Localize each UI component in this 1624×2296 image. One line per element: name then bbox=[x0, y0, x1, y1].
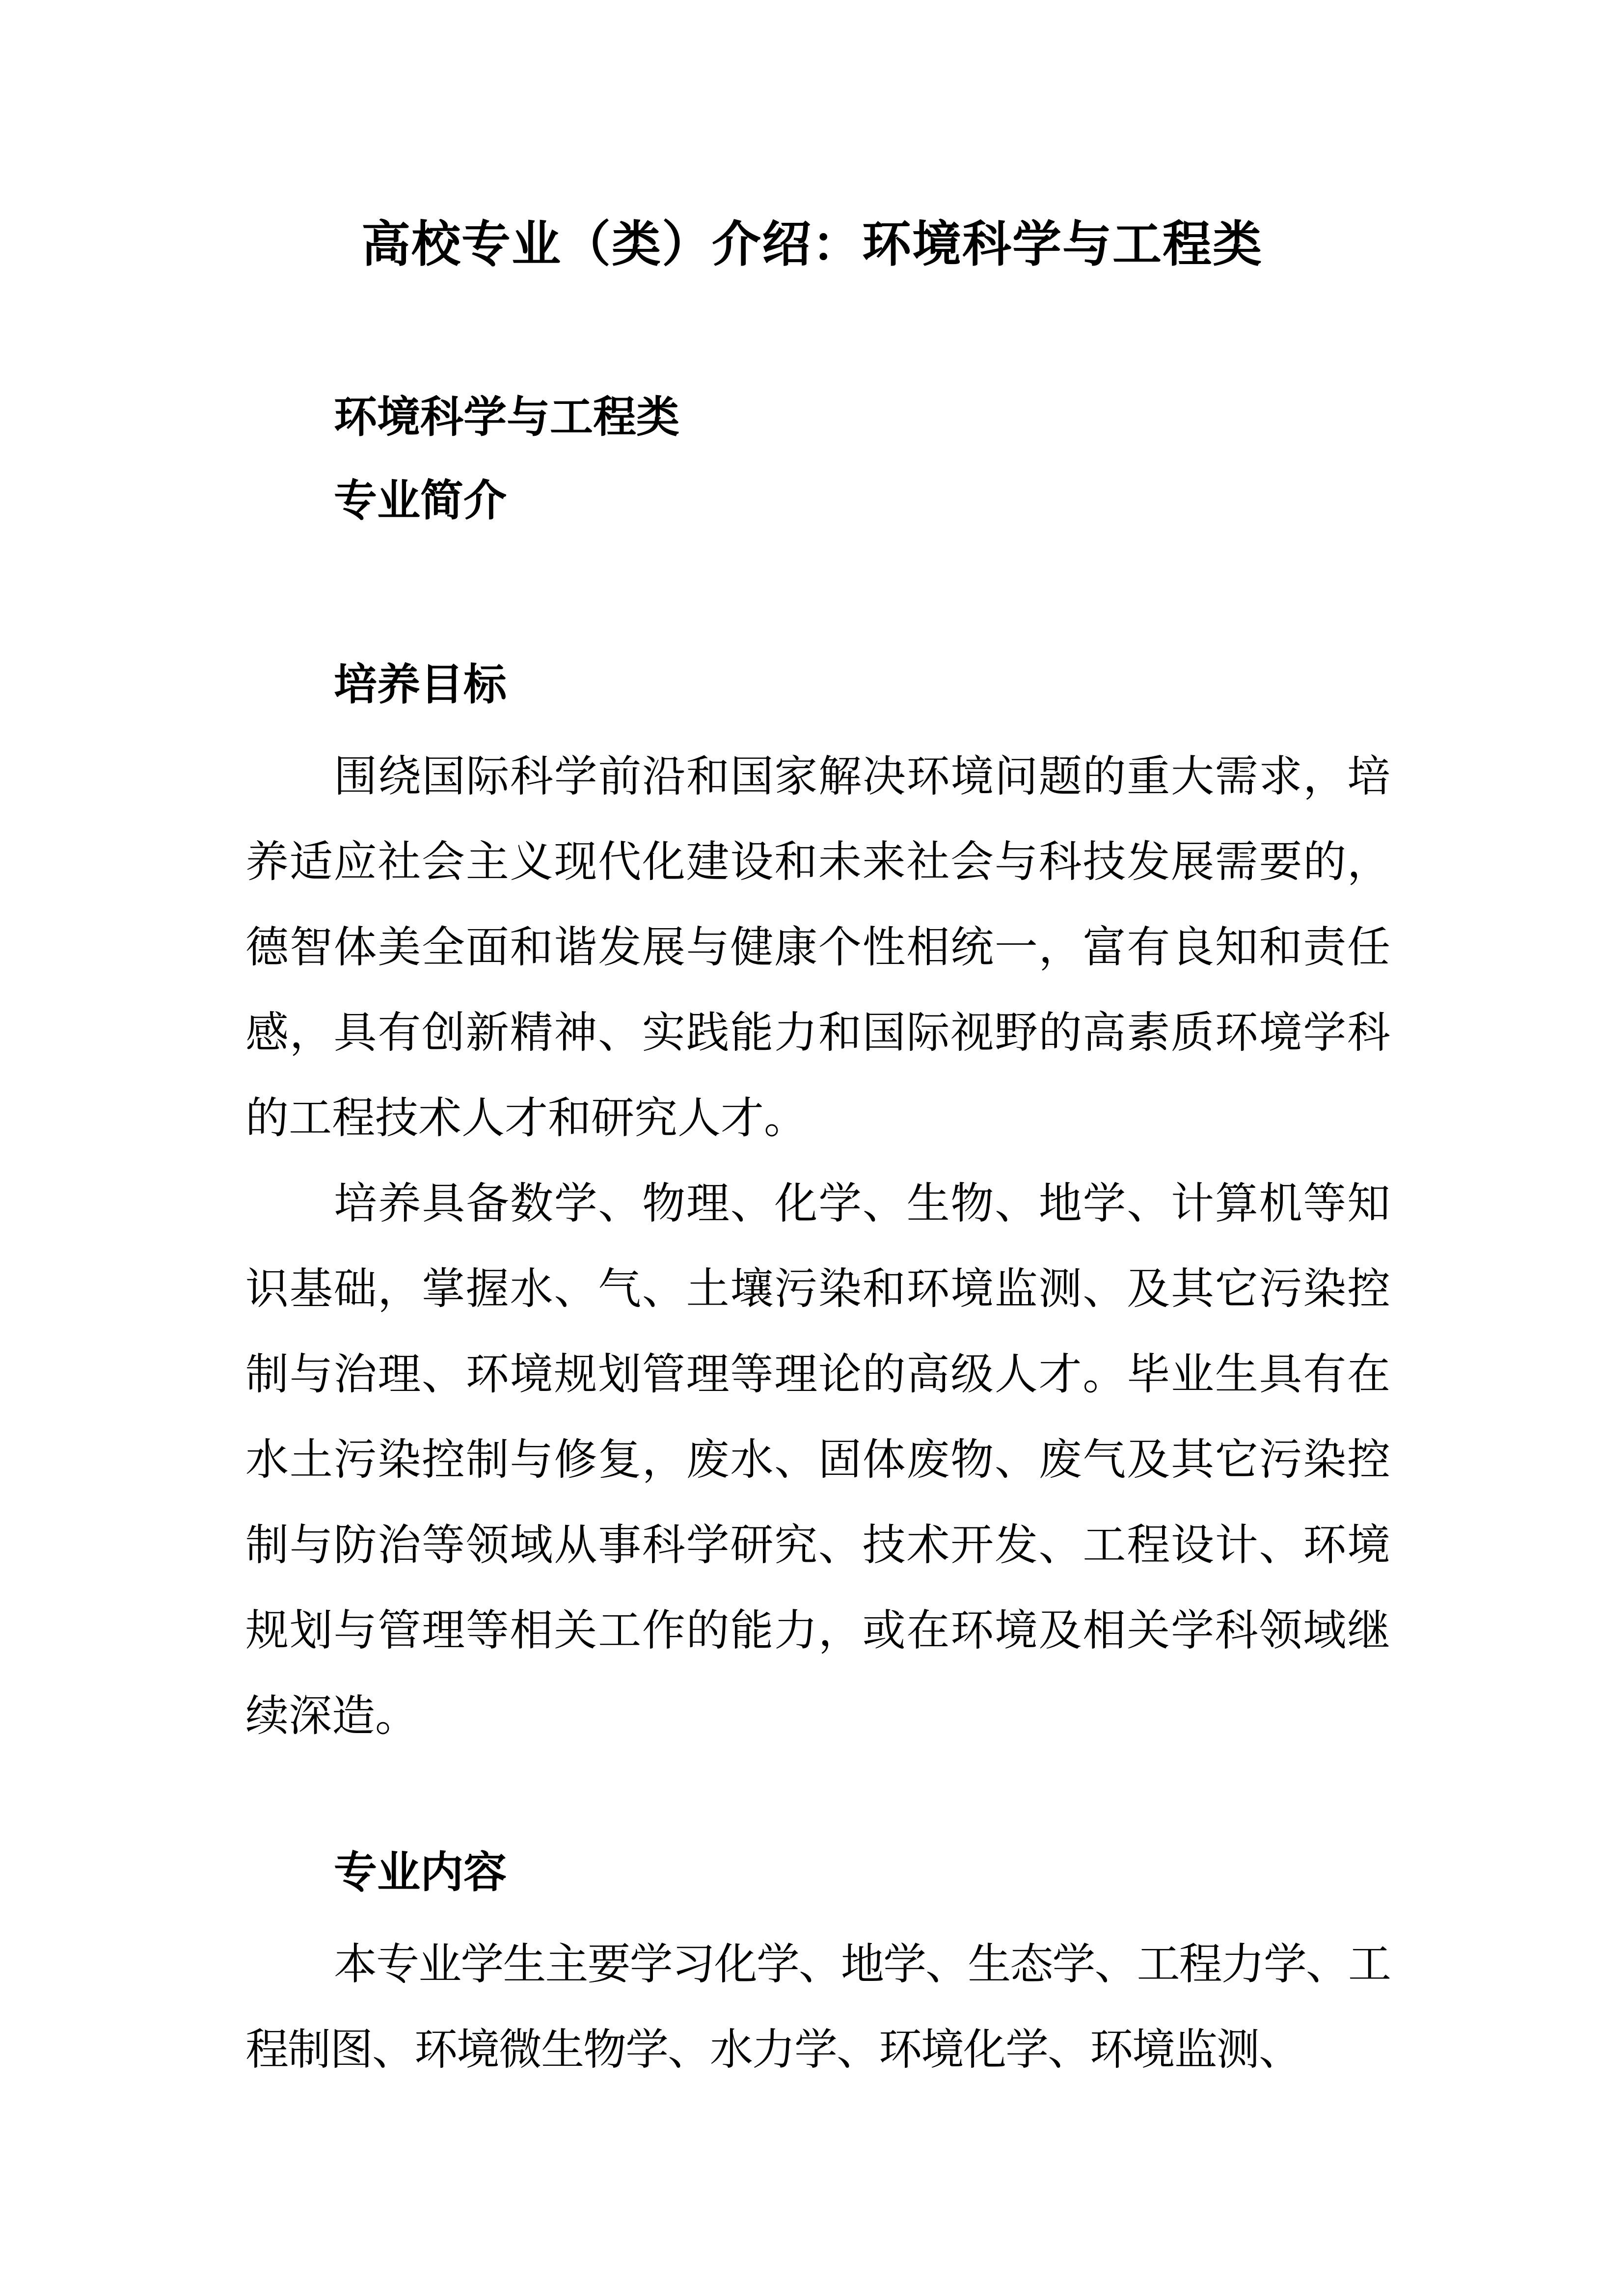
content-paragraph-1: 本专业学生主要学习化学、地学、生态学、工程力学、工程制图、环境微生物学、水力学、环境化学、环境监测、 bbox=[245, 1939, 1390, 2075]
content-heading: 专业内容 bbox=[334, 1847, 507, 1897]
category-heading: 环境科学与工程类 bbox=[334, 392, 680, 442]
goals-paragraph-1: 围绕国际科学前沿和国家解决环境问题的重大需求，培养适应社会主义现代化建设和未来社会与科技发展需要的，德智体美全面和谐发展与健康个性相统一，富有良知和责任感，具有创新精神、实践能力和国际视野的高素质环境学科的工程技术人才和研究人才。 bbox=[245, 751, 1390, 1143]
goals-paragraph-2: 培养具备数学、物理、化学、生物、地学、计算机等知识基础，掌握水、气、土壤污染和环境监测、及其它污染控制与治理、环境规划管理等理论的高级人才。毕业生具有在水土污染控制与修复，废水、固体废物、废气及其它污染控制与防治等领域从事科学研究、技术开发、工程设计、环境规划与管理等相关工作的能力，或在环境及相关学科领域继续深造。 bbox=[245, 1178, 1390, 1741]
goals-heading: 培养目标 bbox=[334, 659, 507, 710]
intro-heading: 专业简介 bbox=[334, 475, 507, 526]
document-title: 高校专业（类）介绍：环境科学与工程类 bbox=[361, 215, 1263, 273]
